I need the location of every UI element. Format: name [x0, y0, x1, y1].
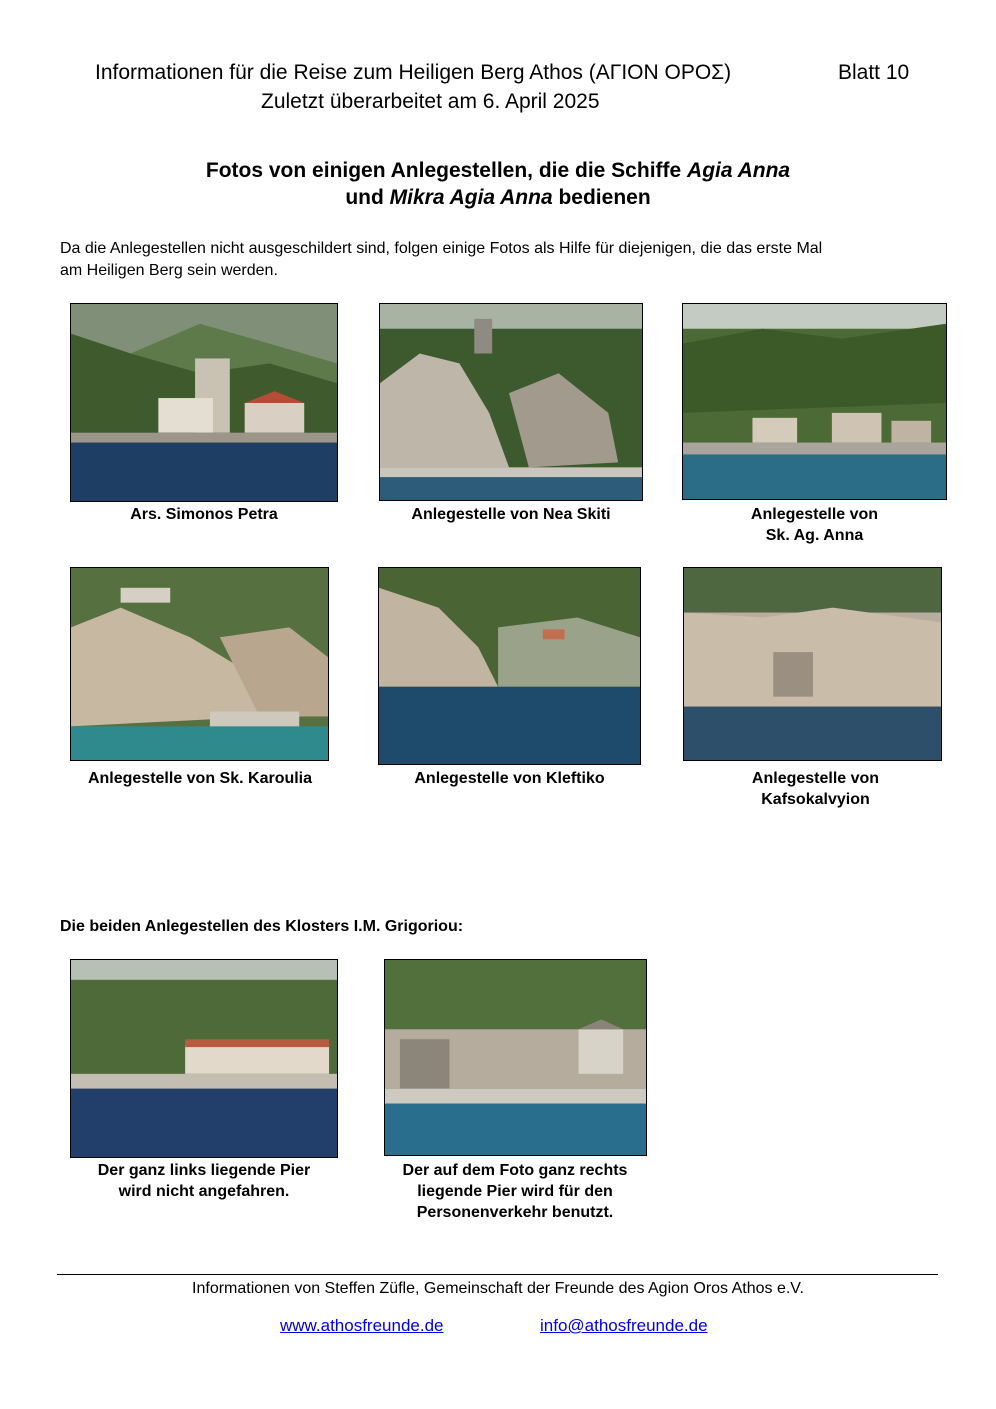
email-link[interactable]: info@athosfreunde.de: [540, 1316, 708, 1335]
photo-simonos-petra: [70, 303, 338, 502]
page-title: [0, 157, 996, 184]
photo-grigoriou-left: [70, 959, 338, 1158]
caption-line: Anlegestelle von Nea Skiti: [411, 506, 611, 523]
title-part3: bedienen: [552, 186, 651, 209]
caption-line: Ars. Simonos Petra: [130, 506, 278, 523]
footer-text: Informationen von Steffen Züfle, Gemeinschaft der Freunde des Agion Oros Athos e.V.: [192, 1280, 804, 1297]
caption-kleftiko: [378, 768, 641, 789]
caption-karoulia: [50, 768, 350, 789]
caption-simonos-petra: [70, 504, 338, 525]
title-ship1: Agia Anna: [687, 159, 791, 182]
intro-line1: Da die Anlegestellen nicht ausgeschildert sind, folgen einige Fotos als Hilfe für diejenigen, die das erste Mal: [60, 240, 823, 257]
footer-divider: [57, 1274, 938, 1275]
caption-line: Der auf dem Foto ganz rechts: [402, 1162, 628, 1179]
caption-line: Anlegestelle von: [751, 770, 880, 787]
grigoriou-heading: Die beiden Anlegestellen des Klosters I.M. Grigoriou:: [60, 918, 464, 935]
photo-karoulia: [70, 567, 329, 761]
title-part1: Fotos von einigen Anlegestellen, die die Schiffe: [205, 159, 688, 182]
header-title: Informationen für die Reise zum Heiligen Berg Athos (ΑΓΙΟΝ ΟΡΟΣ): [95, 61, 732, 84]
caption-line: Anlegestelle von Kleftiko: [414, 770, 605, 787]
caption-line: liegende Pier wird für den: [417, 1183, 613, 1200]
website-link[interactable]: www.athosfreunde.de: [280, 1316, 444, 1335]
caption-line: Personenverkehr benutzt.: [416, 1204, 614, 1221]
photo-kleftiko: [378, 567, 641, 765]
caption-kafsokalvyion: [683, 768, 948, 810]
photo-nea-skiti: [379, 303, 643, 501]
caption-line: Kafsokalvyion: [761, 791, 870, 808]
intro-line2: am Heiligen Berg sein werden.: [60, 262, 278, 279]
caption-line: wird nicht angefahren.: [118, 1183, 290, 1200]
caption-grigoriou-right: [365, 1160, 665, 1223]
revision-date: Zuletzt überarbeitet am 6. April 2025: [261, 90, 600, 113]
caption-line: Sk. Ag. Anna: [765, 527, 864, 544]
caption-line: Der ganz links liegende Pier: [97, 1162, 311, 1179]
caption-grigoriou-left: [60, 1160, 348, 1202]
title-ship2: Mikra Agia Anna: [389, 186, 553, 209]
caption-ag-anna: [682, 504, 947, 546]
photo-grigoriou-right: [384, 959, 647, 1156]
caption-line: Anlegestelle von Sk. Karoulia: [87, 770, 313, 787]
title-part2: und: [345, 186, 390, 209]
caption-line: Anlegestelle von: [750, 506, 879, 523]
intro-text: [60, 238, 950, 282]
page-title-line2: [0, 184, 996, 211]
photo-ag-anna: [682, 303, 947, 500]
caption-nea-skiti: [379, 504, 643, 525]
photo-kafsokalvyion: [683, 567, 942, 761]
sheet-number: Blatt 10: [838, 61, 910, 84]
